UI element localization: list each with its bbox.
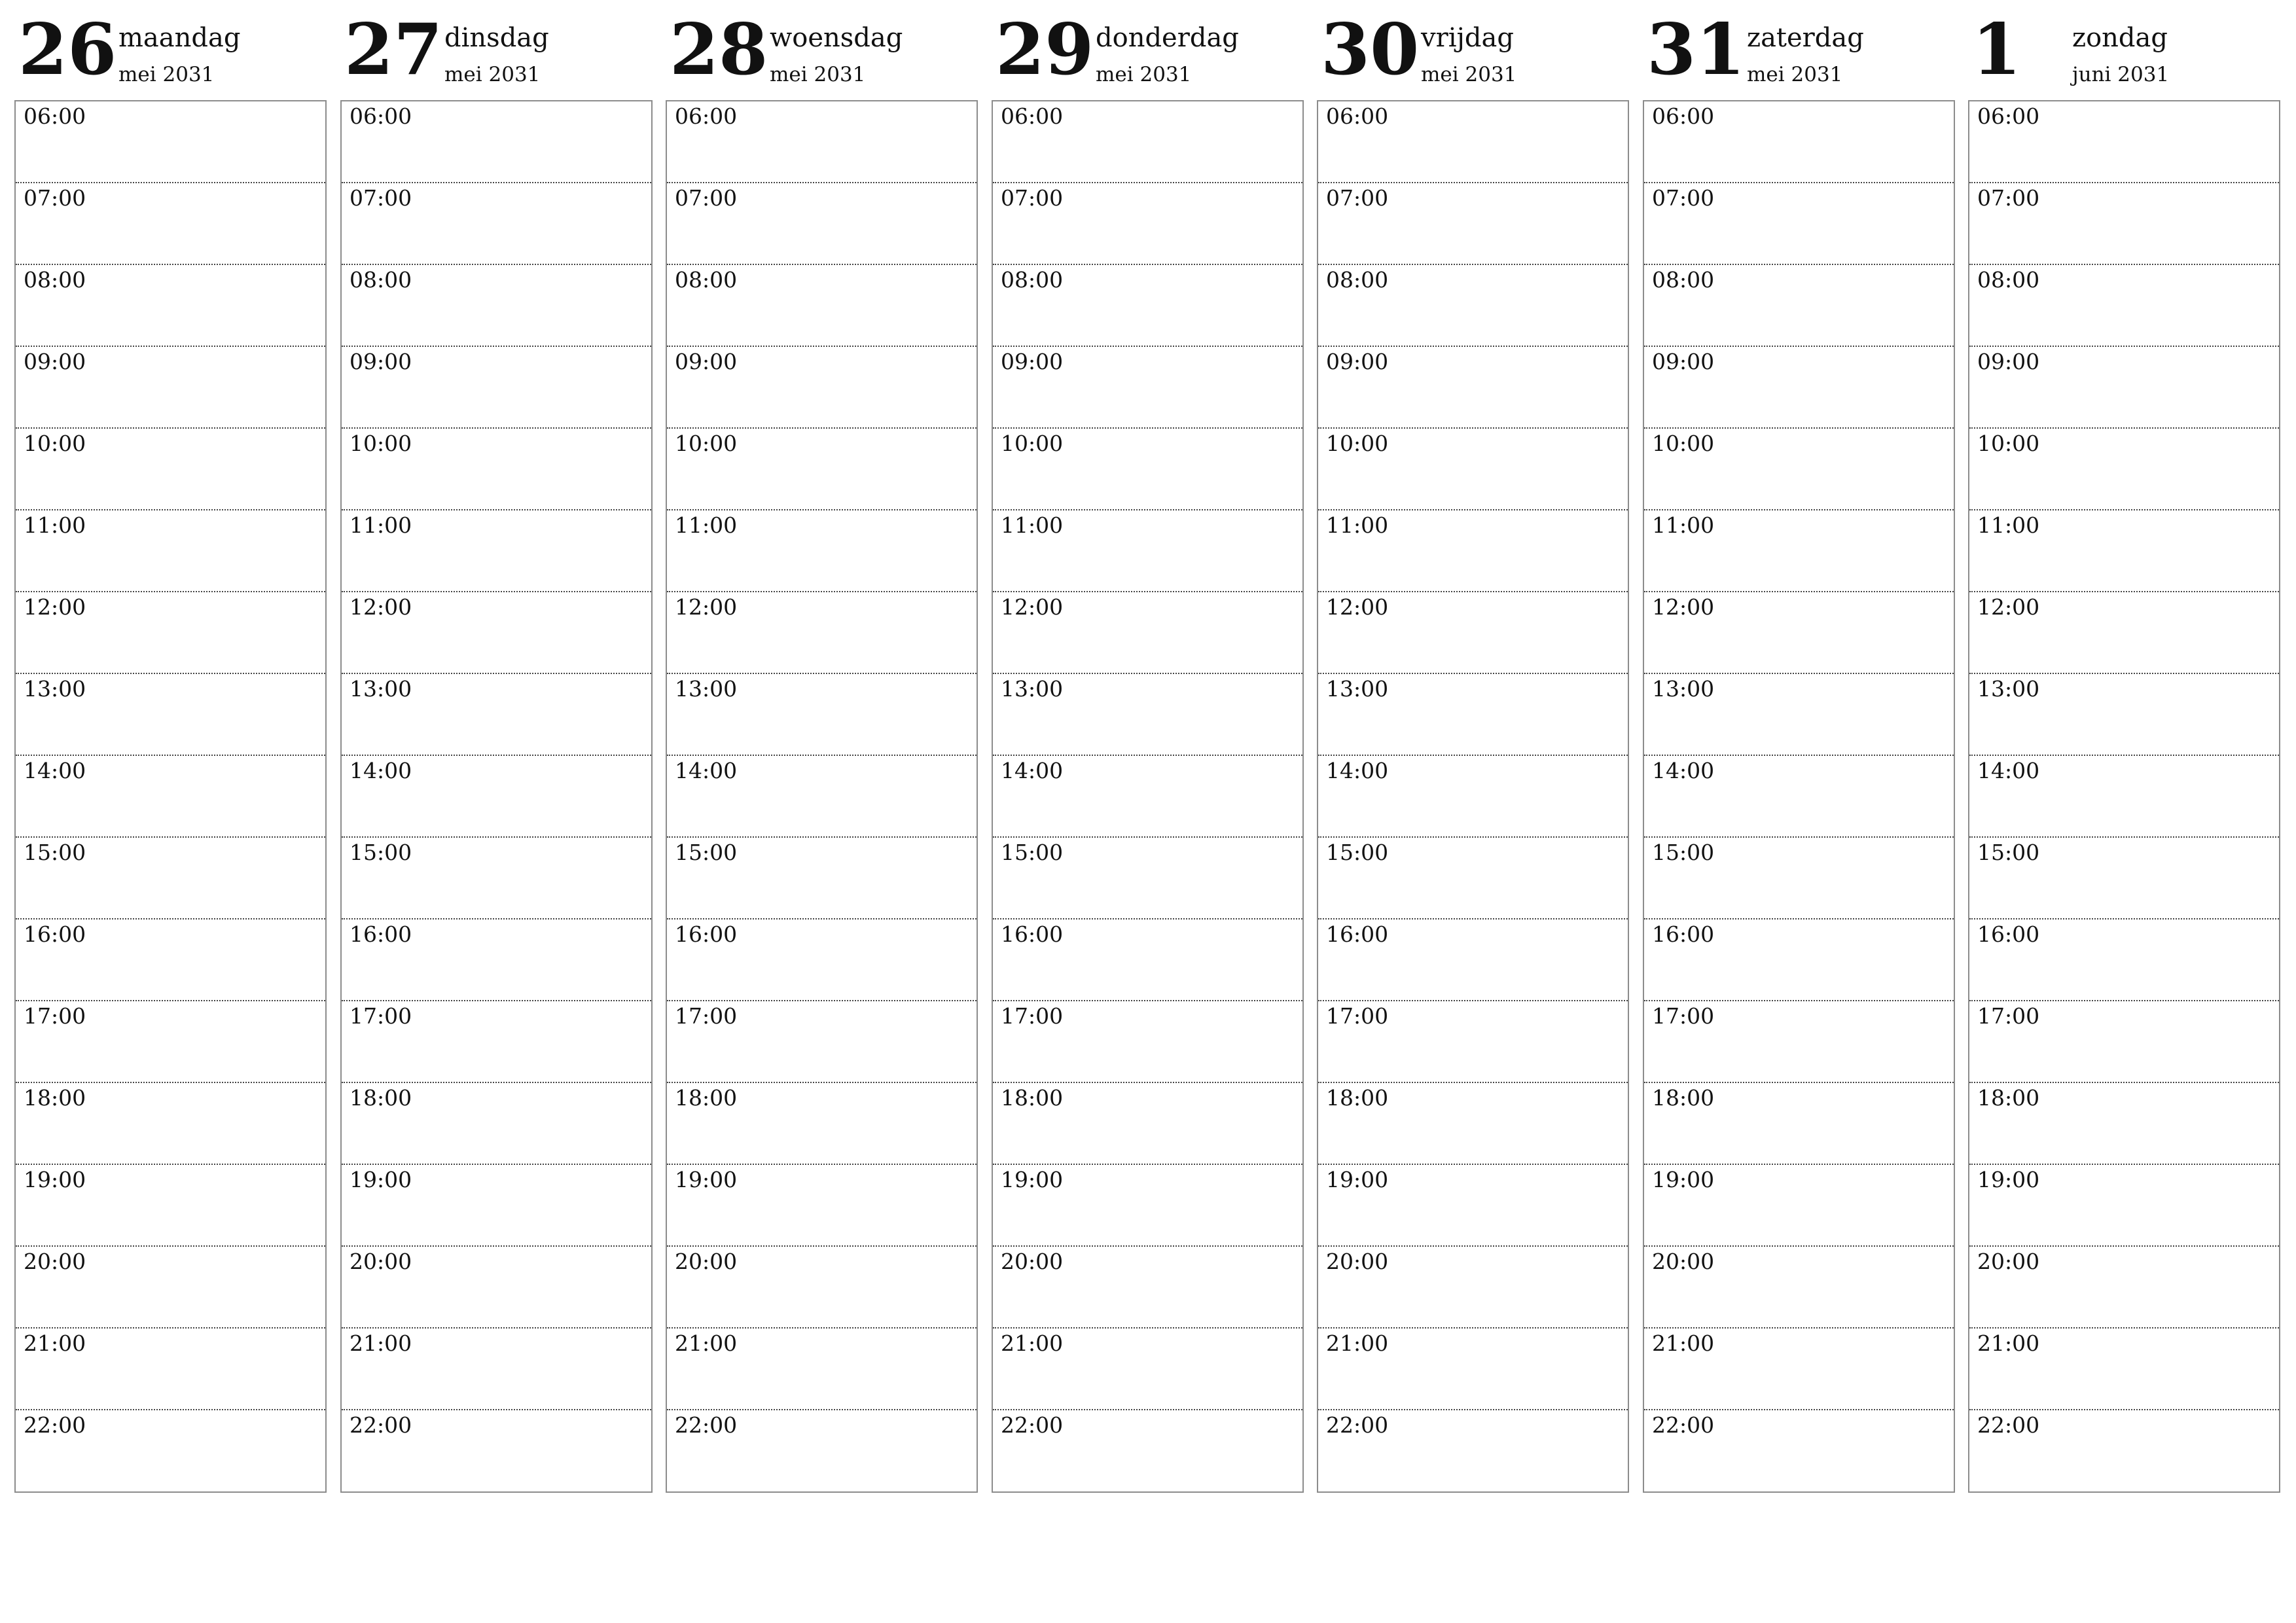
- time-slot: [342, 1165, 651, 1247]
- time-slot: [993, 347, 1302, 429]
- time-label: 10:00: [24, 431, 86, 456]
- time-slot: [1318, 429, 1628, 510]
- time-slot: [667, 674, 977, 756]
- time-label: 09:00: [1652, 349, 1715, 374]
- time-slot: [342, 265, 651, 347]
- time-slot: [342, 592, 651, 674]
- time-slot: [1318, 1410, 1628, 1492]
- day-schedule-box: [14, 100, 327, 1493]
- time-slot: [667, 347, 977, 429]
- time-slot: [1318, 347, 1628, 429]
- time-label: 10:00: [1001, 431, 1064, 456]
- time-label: 22:00: [675, 1412, 738, 1438]
- day-header: [14, 0, 327, 98]
- time-label: 22:00: [350, 1412, 412, 1438]
- time-slot: [667, 1001, 977, 1083]
- time-slot: [16, 1329, 325, 1410]
- time-label: 15:00: [675, 840, 738, 865]
- time-label: 15:00: [1977, 840, 2040, 865]
- time-label: 09:00: [350, 349, 412, 374]
- time-label: 21:00: [24, 1330, 86, 1356]
- weekday-name: donderdag: [1096, 23, 1239, 53]
- time-slot: [993, 756, 1302, 838]
- time-slot: [1969, 265, 2279, 347]
- time-slot: [1644, 1329, 1954, 1410]
- time-label: 19:00: [1977, 1167, 2040, 1192]
- time-slot: [1969, 1329, 2279, 1410]
- time-label: 09:00: [1001, 349, 1064, 374]
- time-slot: [993, 183, 1302, 265]
- time-slot: [1318, 265, 1628, 347]
- time-slot: [16, 1410, 325, 1492]
- time-label: 20:00: [1326, 1249, 1389, 1274]
- time-slot: [667, 919, 977, 1001]
- time-slot: [993, 838, 1302, 919]
- day-number: 1: [1972, 9, 2022, 91]
- time-label: 18:00: [675, 1085, 738, 1111]
- day-header: [1968, 0, 2280, 98]
- day-schedule-box: [666, 100, 978, 1493]
- time-label: 10:00: [675, 431, 738, 456]
- time-slot: [1969, 1083, 2279, 1165]
- time-slot: [1644, 1083, 1954, 1165]
- time-label: 06:00: [24, 103, 86, 129]
- time-label: 21:00: [350, 1330, 412, 1356]
- time-slot: [16, 592, 325, 674]
- time-label: 16:00: [1326, 921, 1389, 947]
- time-label: 21:00: [1326, 1330, 1389, 1356]
- time-label: 17:00: [1001, 1003, 1064, 1029]
- time-slot: [1969, 592, 2279, 674]
- time-label: 06:00: [1977, 103, 2040, 129]
- time-label: 16:00: [1652, 921, 1715, 947]
- time-slot: [16, 101, 325, 183]
- time-slot: [342, 1410, 651, 1492]
- month-year: mei 2031: [770, 63, 866, 86]
- time-label: 17:00: [1652, 1003, 1715, 1029]
- time-label: 18:00: [1977, 1085, 2040, 1111]
- time-label: 18:00: [1652, 1085, 1715, 1111]
- time-label: 15:00: [350, 840, 412, 865]
- time-slot: [667, 1410, 977, 1492]
- time-label: 12:00: [1001, 594, 1064, 620]
- day-header: [1317, 0, 1629, 98]
- day-number: 29: [996, 9, 1094, 91]
- time-label: 16:00: [675, 921, 738, 947]
- time-slot: [1644, 347, 1954, 429]
- time-slot: [1644, 592, 1954, 674]
- time-label: 11:00: [1652, 512, 1715, 538]
- time-label: 12:00: [675, 594, 738, 620]
- time-label: 08:00: [24, 267, 86, 293]
- time-slot: [1644, 429, 1954, 510]
- time-slot: [16, 347, 325, 429]
- time-slot: [993, 265, 1302, 347]
- time-label: 12:00: [24, 594, 86, 620]
- weekday-name: vrijdag: [1421, 23, 1514, 53]
- time-label: 07:00: [675, 185, 738, 211]
- time-slot: [342, 919, 651, 1001]
- time-slot: [16, 674, 325, 756]
- time-label: 15:00: [24, 840, 86, 865]
- time-slot: [342, 429, 651, 510]
- month-year: mei 2031: [118, 63, 215, 86]
- time-label: 08:00: [1652, 267, 1715, 293]
- time-slot: [993, 101, 1302, 183]
- time-label: 08:00: [1977, 267, 2040, 293]
- time-label: 08:00: [350, 267, 412, 293]
- time-label: 12:00: [1652, 594, 1715, 620]
- time-slot: [1644, 265, 1954, 347]
- time-label: 11:00: [350, 512, 412, 538]
- time-slot: [1644, 1165, 1954, 1247]
- day-header: [340, 0, 653, 98]
- time-slot: [1318, 919, 1628, 1001]
- time-slot: [1318, 838, 1628, 919]
- time-slot: [1644, 674, 1954, 756]
- time-slot: [1969, 756, 2279, 838]
- time-label: 19:00: [24, 1167, 86, 1192]
- time-label: 13:00: [1652, 676, 1715, 702]
- time-label: 14:00: [24, 758, 86, 783]
- month-year: mei 2031: [1421, 63, 1517, 86]
- time-label: 18:00: [350, 1085, 412, 1111]
- time-label: 12:00: [1977, 594, 2040, 620]
- month-year: mei 2031: [1747, 63, 1843, 86]
- time-slot: [1969, 183, 2279, 265]
- time-label: 18:00: [24, 1085, 86, 1111]
- time-slot: [1969, 347, 2279, 429]
- time-slot: [667, 1083, 977, 1165]
- time-slot: [1969, 1001, 2279, 1083]
- weekday-name: maandag: [118, 23, 241, 53]
- day-schedule-box: [1317, 100, 1629, 1493]
- time-label: 06:00: [1326, 103, 1389, 129]
- time-slot: [1318, 674, 1628, 756]
- time-label: 07:00: [1652, 185, 1715, 211]
- time-label: 16:00: [1001, 921, 1064, 947]
- time-label: 11:00: [24, 512, 86, 538]
- time-slot: [993, 1001, 1302, 1083]
- weekday-name: zaterdag: [1747, 23, 1864, 53]
- time-slot: [1969, 1165, 2279, 1247]
- time-label: 13:00: [675, 676, 738, 702]
- time-label: 20:00: [1977, 1249, 2040, 1274]
- time-slot: [16, 1165, 325, 1247]
- time-label: 22:00: [1652, 1412, 1715, 1438]
- time-slot: [1644, 510, 1954, 592]
- time-label: 22:00: [1326, 1412, 1389, 1438]
- time-slot: [16, 510, 325, 592]
- time-slot: [667, 838, 977, 919]
- time-label: 13:00: [350, 676, 412, 702]
- time-slot: [993, 510, 1302, 592]
- time-label: 11:00: [675, 512, 738, 538]
- time-slot: [667, 183, 977, 265]
- time-slot: [993, 592, 1302, 674]
- time-label: 10:00: [350, 431, 412, 456]
- time-slot: [342, 1247, 651, 1329]
- time-slot: [342, 838, 651, 919]
- time-slot: [16, 183, 325, 265]
- time-slot: [16, 756, 325, 838]
- time-slot: [1644, 183, 1954, 265]
- time-slot: [16, 838, 325, 919]
- time-slot: [1969, 1410, 2279, 1492]
- time-label: 17:00: [675, 1003, 738, 1029]
- time-label: 20:00: [1001, 1249, 1064, 1274]
- time-label: 11:00: [1326, 512, 1389, 538]
- day-number: 30: [1321, 9, 1420, 91]
- time-label: 13:00: [1001, 676, 1064, 702]
- time-slot: [1318, 1329, 1628, 1410]
- time-slot: [1644, 1410, 1954, 1492]
- day-number: 31: [1647, 9, 1746, 91]
- weekday-name: dinsdag: [444, 23, 549, 53]
- time-label: 20:00: [24, 1249, 86, 1274]
- time-label: 06:00: [675, 103, 738, 129]
- time-slot: [1318, 1083, 1628, 1165]
- time-label: 09:00: [675, 349, 738, 374]
- time-slot: [993, 1410, 1302, 1492]
- day-schedule-box: [1643, 100, 1955, 1493]
- time-slot: [993, 1247, 1302, 1329]
- time-slot: [342, 510, 651, 592]
- time-label: 14:00: [675, 758, 738, 783]
- month-year: juni 2031: [2072, 63, 2170, 86]
- time-slot: [667, 1329, 977, 1410]
- time-label: 07:00: [24, 185, 86, 211]
- time-slot: [1318, 1001, 1628, 1083]
- time-slot: [1969, 101, 2279, 183]
- time-label: 16:00: [350, 921, 412, 947]
- time-slot: [667, 756, 977, 838]
- time-slot: [667, 1165, 977, 1247]
- time-label: 21:00: [675, 1330, 738, 1356]
- day-schedule-box: [1968, 100, 2280, 1493]
- time-slot: [16, 1001, 325, 1083]
- time-slot: [1318, 510, 1628, 592]
- time-label: 17:00: [1977, 1003, 2040, 1029]
- time-slot: [1644, 838, 1954, 919]
- time-label: 07:00: [1326, 185, 1389, 211]
- time-label: 09:00: [1977, 349, 2040, 374]
- time-label: 11:00: [1977, 512, 2040, 538]
- time-label: 19:00: [1326, 1167, 1389, 1192]
- time-label: 06:00: [350, 103, 412, 129]
- weekday-name: woensdag: [770, 23, 903, 53]
- time-slot: [667, 592, 977, 674]
- time-slot: [342, 674, 651, 756]
- time-label: 22:00: [1977, 1412, 2040, 1438]
- time-slot: [1969, 510, 2279, 592]
- time-label: 09:00: [24, 349, 86, 374]
- day-number: 27: [344, 9, 443, 91]
- time-slot: [16, 429, 325, 510]
- time-label: 14:00: [350, 758, 412, 783]
- time-slot: [16, 1247, 325, 1329]
- month-year: mei 2031: [444, 63, 541, 86]
- time-label: 08:00: [1326, 267, 1389, 293]
- time-slot: [993, 1083, 1302, 1165]
- time-slot: [993, 429, 1302, 510]
- time-slot: [667, 429, 977, 510]
- time-slot: [1969, 919, 2279, 1001]
- time-slot: [342, 101, 651, 183]
- time-slot: [1318, 592, 1628, 674]
- time-slot: [667, 101, 977, 183]
- time-slot: [16, 919, 325, 1001]
- time-label: 10:00: [1977, 431, 2040, 456]
- time-label: 08:00: [675, 267, 738, 293]
- time-label: 17:00: [24, 1003, 86, 1029]
- time-slot: [1969, 429, 2279, 510]
- time-label: 20:00: [350, 1249, 412, 1274]
- weekday-name: zondag: [2072, 23, 2168, 53]
- time-slot: [1318, 1165, 1628, 1247]
- time-label: 06:00: [1652, 103, 1715, 129]
- time-slot: [342, 1083, 651, 1165]
- day-number: 26: [18, 9, 117, 91]
- time-label: 21:00: [1001, 1330, 1064, 1356]
- time-label: 09:00: [1326, 349, 1389, 374]
- time-slot: [1969, 1247, 2279, 1329]
- time-label: 15:00: [1326, 840, 1389, 865]
- time-slot: [993, 1165, 1302, 1247]
- time-slot: [1969, 838, 2279, 919]
- time-label: 19:00: [675, 1167, 738, 1192]
- time-label: 19:00: [350, 1167, 412, 1192]
- time-slot: [342, 183, 651, 265]
- time-slot: [1644, 101, 1954, 183]
- time-label: 06:00: [1001, 103, 1064, 129]
- time-label: 10:00: [1326, 431, 1389, 456]
- time-label: 07:00: [350, 185, 412, 211]
- time-label: 17:00: [350, 1003, 412, 1029]
- time-label: 15:00: [1652, 840, 1715, 865]
- time-label: 21:00: [1652, 1330, 1715, 1356]
- time-label: 18:00: [1001, 1085, 1064, 1111]
- time-slot: [1318, 1247, 1628, 1329]
- time-label: 10:00: [1652, 431, 1715, 456]
- time-slot: [993, 1329, 1302, 1410]
- time-label: 14:00: [1977, 758, 2040, 783]
- time-label: 22:00: [24, 1412, 86, 1438]
- time-label: 12:00: [350, 594, 412, 620]
- time-label: 16:00: [1977, 921, 2040, 947]
- time-slot: [342, 347, 651, 429]
- day-schedule-box: [340, 100, 653, 1493]
- time-label: 12:00: [1326, 594, 1389, 620]
- day-header: [1643, 0, 1955, 98]
- time-slot: [1644, 756, 1954, 838]
- time-slot: [1318, 101, 1628, 183]
- time-slot: [342, 756, 651, 838]
- time-label: 08:00: [1001, 267, 1064, 293]
- time-slot: [1969, 674, 2279, 756]
- day-header: [992, 0, 1304, 98]
- time-label: 20:00: [1652, 1249, 1715, 1274]
- time-slot: [1644, 1001, 1954, 1083]
- time-label: 19:00: [1001, 1167, 1064, 1192]
- time-slot: [993, 674, 1302, 756]
- time-slot: [1318, 756, 1628, 838]
- time-label: 21:00: [1977, 1330, 2040, 1356]
- time-label: 19:00: [1652, 1167, 1715, 1192]
- time-slot: [1318, 183, 1628, 265]
- time-slot: [342, 1001, 651, 1083]
- time-label: 07:00: [1001, 185, 1064, 211]
- time-label: 22:00: [1001, 1412, 1064, 1438]
- time-label: 13:00: [1326, 676, 1389, 702]
- day-number: 28: [670, 9, 768, 91]
- time-slot: [342, 1329, 651, 1410]
- time-label: 18:00: [1326, 1085, 1389, 1111]
- time-label: 13:00: [24, 676, 86, 702]
- time-slot: [16, 1083, 325, 1165]
- time-slot: [667, 1247, 977, 1329]
- time-label: 15:00: [1001, 840, 1064, 865]
- time-label: 13:00: [1977, 676, 2040, 702]
- time-slot: [16, 265, 325, 347]
- time-label: 11:00: [1001, 512, 1064, 538]
- time-slot: [667, 265, 977, 347]
- time-slot: [1644, 1247, 1954, 1329]
- time-label: 20:00: [675, 1249, 738, 1274]
- month-year: mei 2031: [1096, 63, 1192, 86]
- time-slot: [667, 510, 977, 592]
- day-schedule-box: [992, 100, 1304, 1493]
- time-label: 16:00: [24, 921, 86, 947]
- time-label: 14:00: [1326, 758, 1389, 783]
- time-label: 14:00: [1652, 758, 1715, 783]
- time-slot: [993, 919, 1302, 1001]
- time-label: 17:00: [1326, 1003, 1389, 1029]
- time-label: 07:00: [1977, 185, 2040, 211]
- time-label: 14:00: [1001, 758, 1064, 783]
- day-header: [666, 0, 978, 98]
- time-slot: [1644, 919, 1954, 1001]
